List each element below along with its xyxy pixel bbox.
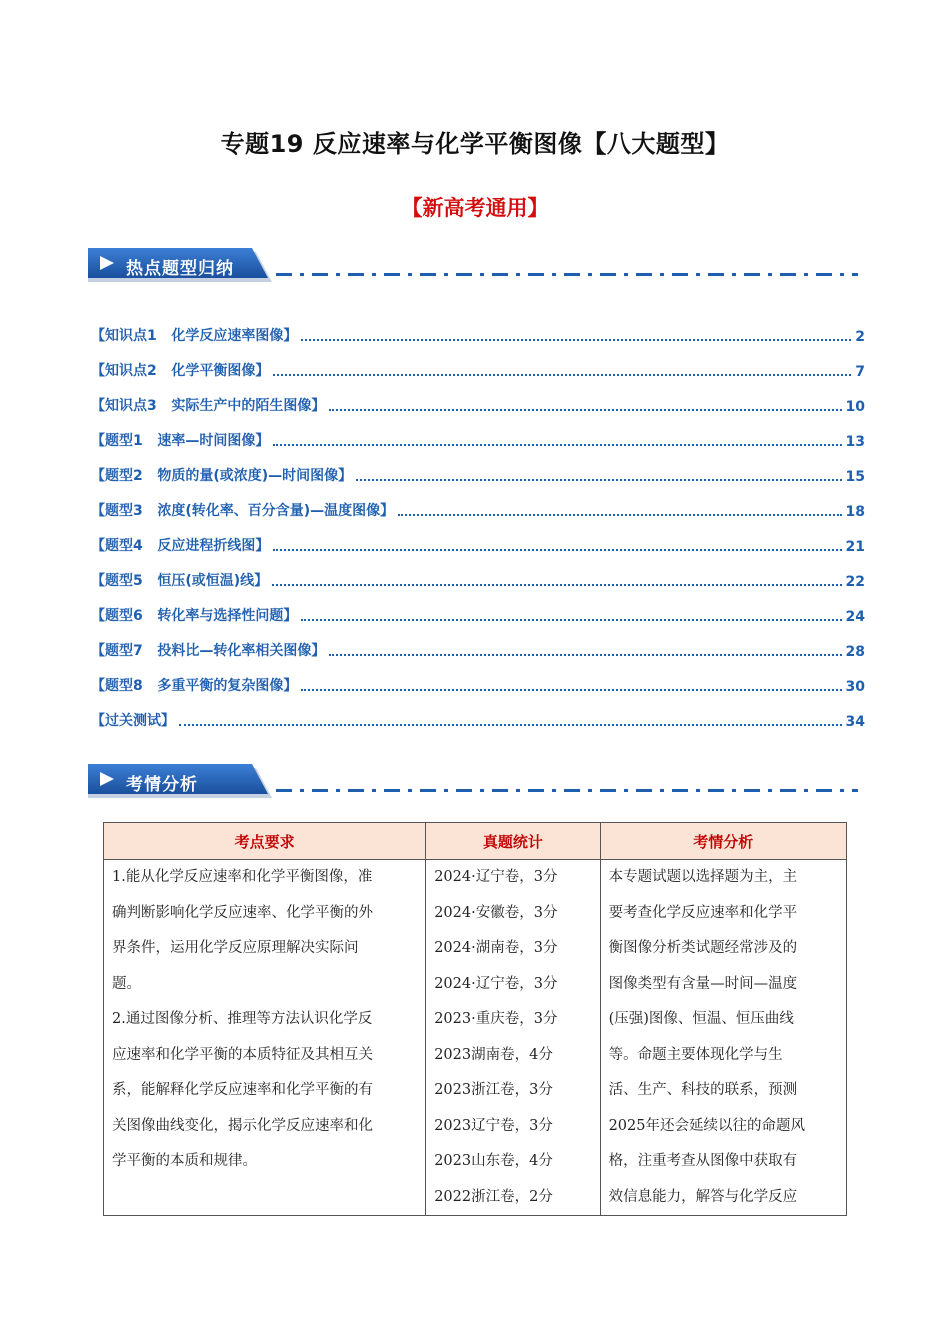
toc-leader-dots xyxy=(329,654,841,656)
toc-entry[interactable] xyxy=(91,520,865,555)
cell-text-line: 2025年还会延续以往的命题风 xyxy=(608,1117,805,1134)
cell-text-line: 2024·湖南卷，3分 xyxy=(434,940,558,956)
toc-leader-dots xyxy=(301,339,851,341)
toc-entry-title: 【过关测试】 xyxy=(91,713,175,729)
section-banner-exam-analysis xyxy=(88,764,858,800)
toc-page-number: 2 xyxy=(855,329,865,345)
toc-page-number: 15 xyxy=(845,469,865,485)
cell-text-line: 图像类型有含量—时间—温度 xyxy=(608,975,798,992)
cell-text-line: 2024·辽宁卷，3分 xyxy=(434,975,558,992)
toc-leader-dots xyxy=(301,619,841,621)
toc-entry-title: 【题型5 恒压(或恒温)线】 xyxy=(91,573,269,589)
cell-text-line: 系，能解释化学反应速率和化学平衡的有 xyxy=(112,1082,373,1098)
toc-entry[interactable] xyxy=(91,555,865,590)
header-requirements: 考点要求 xyxy=(104,823,426,860)
toc-page-number: 13 xyxy=(845,434,865,450)
cell-text-line: 学平衡的本质和规律。 xyxy=(112,1153,257,1169)
toc-page-number: 10 xyxy=(845,399,865,415)
toc-entry[interactable] xyxy=(91,310,865,345)
toc-entry[interactable] xyxy=(91,380,865,415)
section-label: 考情分析 xyxy=(126,775,198,795)
toc-page-number: 18 xyxy=(845,504,865,520)
toc-entry-title: 【题型3 浓度(转化率、百分含量)—温度图像】 xyxy=(91,503,395,519)
cell-text-line: 2022浙江卷，2分 xyxy=(434,1188,553,1205)
toc-entry-title: 【知识点3 实际生产中的陌生图像】 xyxy=(91,398,326,414)
cell-text-line: 效信息能力，解答与化学反应 xyxy=(608,1188,798,1205)
toc-entry-title: 【题型2 物质的量(或浓度)—时间图像】 xyxy=(91,468,353,484)
cell-text-line: 2023浙江卷，3分 xyxy=(434,1082,553,1098)
toc-leader-dots xyxy=(301,689,841,691)
toc-leader-dots xyxy=(179,724,842,726)
cell-text-line: 确判断影响化学反应速率、化学平衡的外 xyxy=(112,904,373,921)
toc-page-number: 21 xyxy=(845,539,865,555)
cell-text-line: 2023山东卷，4分 xyxy=(434,1153,553,1169)
cell-text-line: 关图像曲线变化，揭示化学反应速率和化 xyxy=(112,1117,373,1134)
cell-text-line: 要考查化学反应速率和化学平 xyxy=(608,904,798,921)
cell-analysis xyxy=(600,860,846,1216)
cell-statistics xyxy=(426,860,600,1216)
cell-text-line: 2024·安徽卷，3分 xyxy=(434,904,558,921)
toc-entry-title: 【知识点2 化学平衡图像】 xyxy=(91,363,270,379)
toc-entry-title: 【题型6 转化率与选择性问题】 xyxy=(91,608,298,624)
toc-leader-dots xyxy=(272,584,841,586)
cell-text-line: 2023辽宁卷，3分 xyxy=(434,1117,553,1134)
toc-entry[interactable] xyxy=(91,415,865,450)
cell-text-line: 2.通过图像分析、推理等方法认识化学反 xyxy=(112,1011,373,1027)
cell-text-line: 衡图像分析类试题经常涉及的 xyxy=(608,940,798,956)
toc-entry-title: 【题型4 反应进程折线图】 xyxy=(91,538,270,554)
toc-page-number: 30 xyxy=(845,679,865,695)
toc-page-number: 24 xyxy=(845,609,865,625)
toc-entry-title: 【题型1 速率—时间图像】 xyxy=(91,433,270,449)
cell-text-line: 等。命题主要体现化学与生 xyxy=(608,1046,783,1063)
cell-text-line: 2024·辽宁卷，3分 xyxy=(434,869,558,885)
toc-entry[interactable] xyxy=(91,345,865,380)
toc-entry[interactable] xyxy=(91,625,865,660)
dashed-divider xyxy=(276,273,858,276)
toc-entry[interactable] xyxy=(91,485,865,520)
toc-leader-dots xyxy=(329,409,841,411)
dashed-divider xyxy=(276,789,858,792)
toc-entry[interactable] xyxy=(91,590,865,625)
cell-requirements xyxy=(104,860,426,1216)
toc-leader-dots xyxy=(273,549,841,551)
table-of-contents xyxy=(91,310,865,730)
toc-leader-dots xyxy=(273,444,841,446)
toc-page-number: 22 xyxy=(845,574,865,590)
cell-text-line: 本专题试题以选择题为主，主 xyxy=(608,869,798,885)
toc-leader-dots xyxy=(398,514,841,516)
header-statistics: 真题统计 xyxy=(426,823,600,860)
section-banner-hot-topics xyxy=(88,248,858,284)
toc-entry-title: 【题型8 多重平衡的复杂图像】 xyxy=(91,678,298,694)
cell-text-line: 2023湖南卷，4分 xyxy=(434,1046,553,1063)
toc-entry[interactable] xyxy=(91,695,865,730)
exam-analysis-table xyxy=(103,822,847,1216)
cell-text-line: 题。 xyxy=(112,975,141,992)
section-label: 热点题型归纳 xyxy=(126,259,234,279)
cell-text-line: 应速率和化学平衡的本质特征及其相互关 xyxy=(112,1046,373,1063)
toc-leader-dots xyxy=(356,479,841,481)
page-subtitle: 【新高考通用】 xyxy=(401,196,549,220)
toc-entry[interactable] xyxy=(91,450,865,485)
toc-leader-dots xyxy=(273,374,851,376)
toc-page-number: 7 xyxy=(855,364,865,380)
toc-page-number: 34 xyxy=(845,714,865,730)
cell-text-line: (压强)图像、恒温、恒压曲线 xyxy=(608,1011,794,1027)
toc-entry-title: 【题型7 投料比—转化率相关图像】 xyxy=(91,643,326,659)
header-analysis: 考情分析 xyxy=(600,823,846,860)
toc-entry[interactable] xyxy=(91,660,865,695)
toc-entry-title: 【知识点1 化学反应速率图像】 xyxy=(91,328,298,344)
cell-text-line: 2023·重庆卷，3分 xyxy=(434,1011,558,1027)
cell-text-line: 1.能从化学反应速率和化学平衡图像，准 xyxy=(112,869,373,885)
cell-text-line: 界条件，运用化学反应原理解决实际问 xyxy=(112,940,359,956)
page-title: 专题19 反应速率与化学平衡图像【八大题型】 xyxy=(220,130,730,158)
cell-text-line: 格，注重考查从图像中获取有 xyxy=(608,1153,798,1169)
toc-page-number: 28 xyxy=(845,644,865,660)
cell-text-line: 活、生产、科技的联系，预测 xyxy=(608,1082,798,1098)
